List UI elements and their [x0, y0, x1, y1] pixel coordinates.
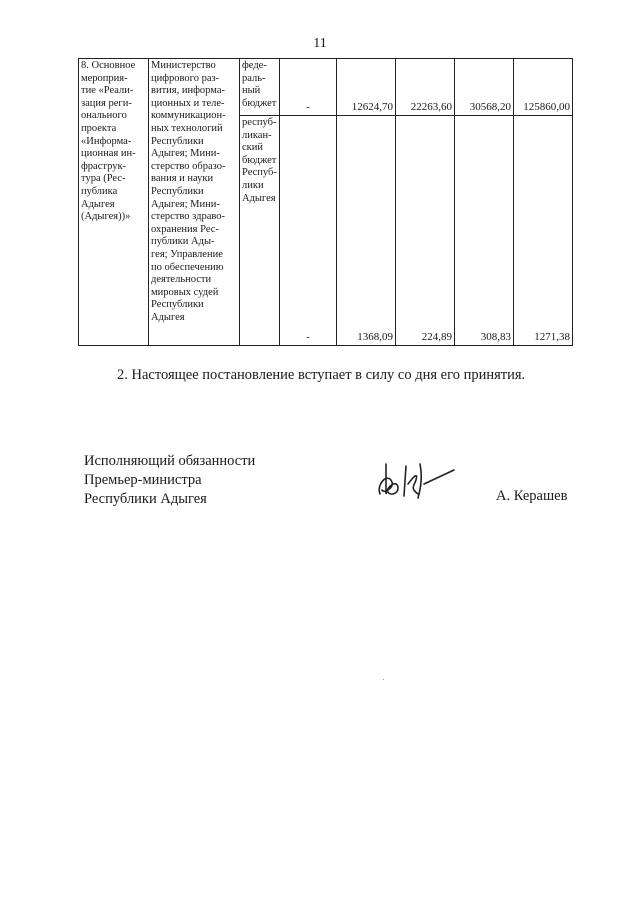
executors-cell: Министерство цифрового раз- вития, информа- ционных и теле- коммуникацион- ных технологий Республики Адыгея; Мини- стерство образо- вания и науки Республики Адыгея; Мини- стерство здраво- охранения Рес- публики Ады- гея; Управление по обеспечению деятельности мировых судей Республики Адыгея — [149, 59, 240, 346]
signatory-title — [84, 452, 255, 509]
value-cell: 224,89 — [396, 116, 455, 346]
value-cell: 1368,09 — [337, 116, 396, 346]
value-cell: 308,83 — [455, 116, 514, 346]
total-cell: 125860,00 — [514, 59, 573, 116]
funding-source-cell: феде- раль- ный бюджет — [240, 59, 280, 116]
activity-cell: 8. Основное мероприя- тие «Реали- зация реги- онального проекта «Информа- ционная ин- фраструк- тура (Рес- публика Адыгея (Адыгея))» — [79, 59, 149, 346]
total-cell: 1271,38 — [514, 116, 573, 346]
resolution-paragraph: 2. Настоящее постановление вступает в силу со дня его принятия. — [117, 367, 526, 383]
value-cell: 22263,60 — [396, 59, 455, 116]
funding-source-cell: респуб- ликан- ский бюджет Респуб- лики Адыгея — [240, 116, 280, 346]
handwritten-signature — [372, 454, 464, 500]
value-cell: 30568,20 — [455, 59, 514, 116]
signatory-title-line: Республики Адыгея — [84, 491, 207, 507]
signer-name: А. Керашев — [496, 488, 568, 504]
table-row — [79, 59, 573, 116]
signatory-title-line: Премьер-министра — [84, 472, 202, 488]
page-number: 11 — [313, 36, 327, 51]
scan-dot — [383, 679, 384, 680]
signatory-title-line: Исполняющий обязанности — [84, 453, 256, 469]
program-table — [78, 58, 573, 346]
value-cell: 12624,70 — [337, 59, 396, 116]
base-value-cell: - — [280, 116, 337, 346]
base-value-cell: - — [280, 59, 337, 116]
